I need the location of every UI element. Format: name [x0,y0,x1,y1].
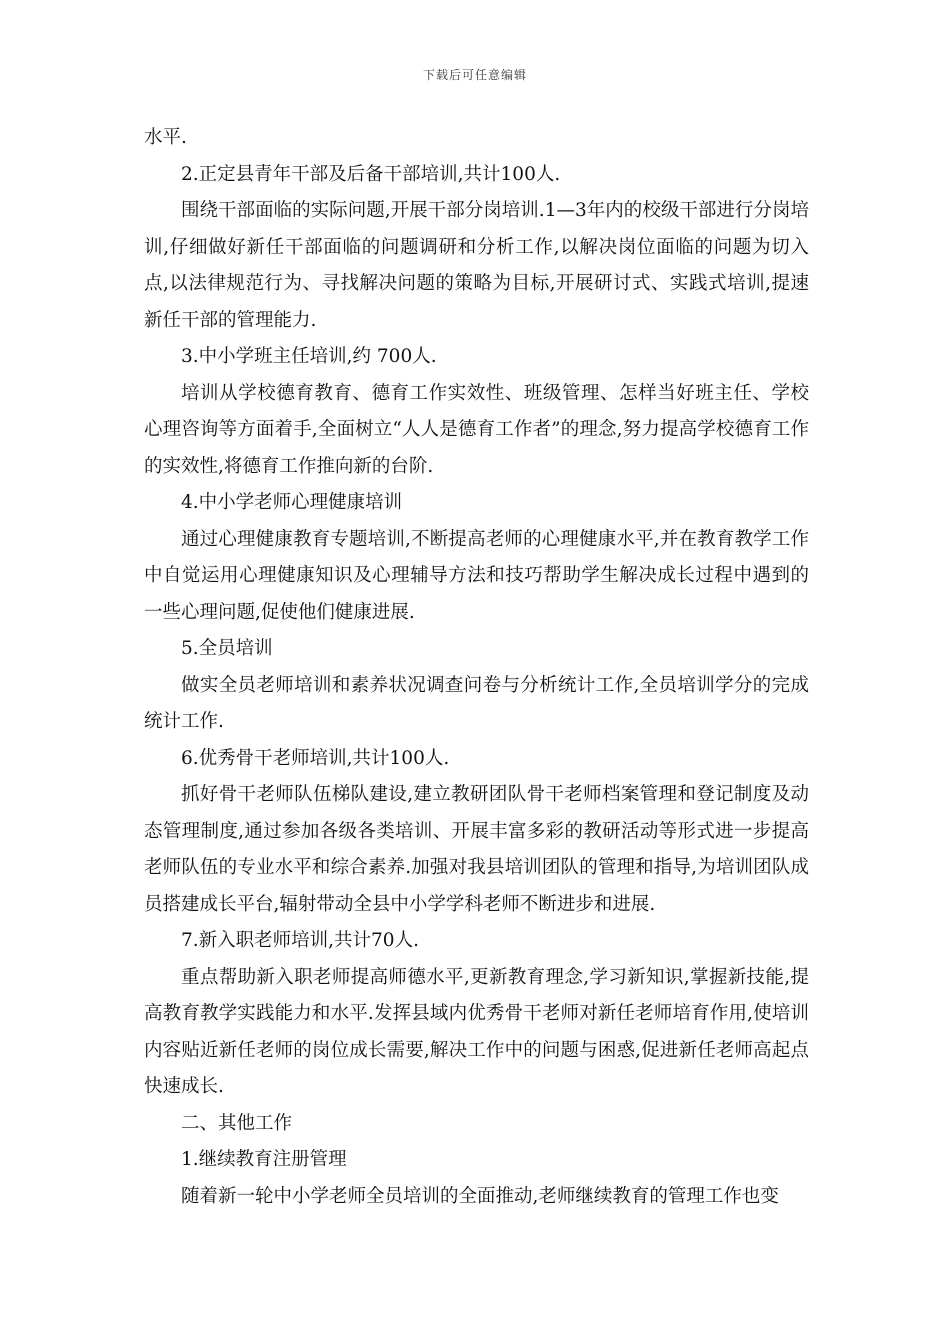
paragraph-4: 3.中小学班主任培训,约 700人. [181,346,437,367]
paragraph-16: 随着新一轮中小学老师全员培训的全面推动,老师继续教育的管理工作也变 [181,1185,779,1207]
paragraph-1: 水平. [144,127,187,148]
paragraph-12: 7.新入职老师培训,共计70人. [181,930,419,951]
paragraph-10: 6.优秀骨干老师培训,共计100人. [181,747,450,769]
paragraph-8: 5.全员培训 [181,638,273,659]
paragraph-5: 培训从学校德育教育、德育工作实效性、班级管理、怎样当好班主任、学校心理咨询等方面着手,全面树立“人人是德育工作者”的理念,努力提高学校德育工作的实效性,将德育工作推向新的台阶. [144,382,809,477]
paragraph-7: 通过心理健康教育专题培训,不断提高老师的心理健康水平,并在教育教学工作中自觉运用心理健康知识及心理辅导方法和技巧帮助学生解决成长过程中遇到的一些心理问题,促使他们健康进展. [144,528,809,623]
paragraph-15: 1.继续教育注册管理 [181,1149,347,1170]
paragraph-9: 做实全员老师培训和素养状况调查问卷与分析统计工作,全员培训学分的完成统计工作. [144,674,809,732]
paragraph-2: 2.正定县青年干部及后备干部培训,共计100人. [181,163,561,185]
document-body [144,120,809,1215]
paragraph-14: 二、其他工作 [181,1112,293,1134]
paragraph-6: 4.中小学老师心理健康培训 [181,492,403,513]
page-header: 下载后可任意编辑 [422,68,527,82]
paragraph-11: 抓好骨干老师队伍梯队建设,建立教研团队骨干老师档案管理和登记制度及动态管理制度,通过参加各级各类培训、开展丰富多彩的教研活动等形式进一步提高老师队伍的专业水平和综合素养.加强对我县培训团队的管理和指导,为培训团队成员搭建成长平台,辐射带动全县中小学学科老师不断进步和进展. [144,784,809,915]
paragraph-3: 围绕干部面临的实际问题,开展干部分岗培训.1—3年内的校级干部进行分岗培训,仔细做好新任干部面临的问题调研和分析工作,以解决岗位面临的问题为切入点,以法律规范行为、寻找解决问题的策略为目标,开展研讨式、实践式培训,提速新任干部的管理能力. [144,200,809,331]
paragraph-13: 重点帮助新入职老师提高师德水平,更新教育理念,学习新知识,掌握新技能,提高教育教学实践能力和水平.发挥县域内优秀骨干老师对新任老师培育作用,使培训内容贴近新任老师的岗位成长需要,解决工作中的问题与困惑,促进新任老师高起点快速成长. [144,966,809,1097]
